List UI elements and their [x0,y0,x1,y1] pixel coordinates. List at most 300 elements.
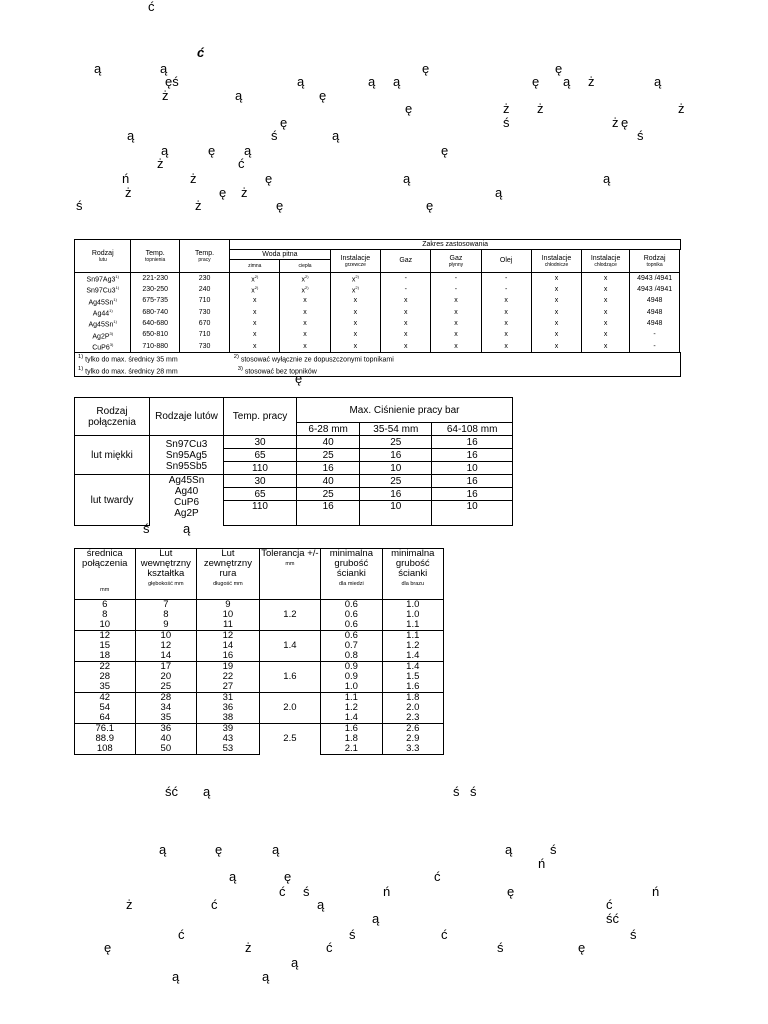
col-header-lut-wewnetrzny: Lut wewnętrzny kształtka głębokość mm [135,549,197,600]
tolerance-cell: 2.0 [259,693,320,724]
footnote-mark: 1) [113,319,117,325]
cell: 16 [432,475,513,488]
diacritic-glyph: ść [606,911,619,926]
dimension-row [75,734,444,744]
cell: 1.4 [382,662,443,673]
diacritic-glyph: ę [319,88,327,103]
diacritic-glyph: ę [265,171,273,186]
cell-text: x [253,319,257,327]
col-header-instalacje-chlodzace: Instalacje chłodzące [582,250,630,273]
cell: 88.9 [75,734,136,744]
cell: 53 [197,744,260,755]
footnote-mark: 2) [304,285,309,291]
col-header-tolerancja: Tolerancja +/- mm [259,549,320,600]
cell [131,330,179,341]
diacritic-glyph: ą [317,897,325,912]
cell [629,307,679,318]
cell [179,318,229,329]
diacritic-glyph: ż [588,74,595,89]
spacer [680,284,681,295]
cell [431,307,481,318]
cell [131,284,179,295]
cell: 14 [135,651,197,662]
cell-text: Ag45Sn [88,298,114,306]
cell: 2.9 [382,734,443,744]
spacer [680,296,681,307]
cell: 20 [135,672,197,682]
cell-text: x [353,308,358,316]
dimension-row [75,672,444,682]
cell [131,273,179,285]
diacritic-glyph: ś [630,927,637,942]
cell: 25 [297,488,360,501]
cell [381,318,431,329]
cell-text: x [253,297,257,305]
cell: 35 [75,682,136,693]
footnote-mark: 1) [109,307,113,313]
cell-text: x [554,319,559,327]
col-header-instalacje-grzewcze: Instalacje grzewcze [330,250,381,273]
col-header-grubosc-braz: minimalna grubość ścianki dla brazu [382,549,443,600]
cell: 0.8 [321,651,382,662]
col-header-rodzaj-polaczenia: Rodzaj połączenia [75,398,150,436]
dimension-row [75,610,444,620]
diacritic-glyph: ą [505,842,513,857]
cell: 14 [197,641,260,651]
cell: 28 [135,693,197,704]
cell: 25 [360,436,432,449]
diacritic-glyph: ś [271,128,278,143]
solder-list-hard [150,475,224,526]
footnote-mark: 1) [115,285,120,291]
col-header-range-3: 64-108 mm [432,423,513,436]
cell-text: x [404,331,408,339]
cell-text: x [301,287,305,295]
diacritic-glyph: ć [279,884,286,899]
diacritic-glyph: ą [235,88,243,103]
diacritic-glyph: ś [76,198,83,213]
cell [179,296,229,307]
footnote-mark: 2) [304,274,309,279]
cell [629,273,679,285]
cell-text: Ag2P [92,332,110,340]
cell [629,318,679,329]
cell: 0.9 [321,672,382,682]
cell-text: 680-740 [142,308,169,316]
solder-row [75,273,681,285]
cell [431,284,481,295]
cell [280,307,330,318]
cell [330,341,381,353]
diacritic-glyph: ę [280,115,288,130]
cell [230,273,280,285]
dimension-row [75,693,444,704]
cell [75,307,131,318]
diacritic-glyph: ń [652,884,660,899]
cell-text: x [251,276,255,284]
diacritic-glyph: ą [368,74,376,89]
cell: 110 [224,501,297,526]
cell-text: 710 [198,297,211,305]
cell [431,318,481,329]
diacritic-glyph: ć [441,927,448,942]
diacritic-glyph: ń [122,171,130,186]
col-header-range-2: 35-54 mm [360,423,432,436]
cell [230,284,280,295]
col-header-gaz: Gaz [381,250,431,273]
diacritic-glyph: ą [403,171,411,186]
cell: 1.0 [382,600,443,611]
cell [629,284,679,295]
diacritic-glyph: ć [606,897,613,912]
cell-text: x [303,308,307,316]
spacer [680,330,681,341]
cell: 1.1 [382,620,443,631]
col-header-lut-zewnetrzny: Lut zewnętrzny rura długość mm [197,549,260,600]
cell [280,273,330,285]
dimension-row [75,744,444,755]
diacritic-glyph: ę [295,371,303,386]
col-header-olej: Olej [481,250,531,273]
solder-row [75,341,681,353]
dimension-row [75,703,444,713]
cell [230,307,280,318]
solder-row [75,330,681,341]
diacritic-glyph: ż [678,101,685,116]
cell: 38 [197,713,260,724]
cell [531,330,582,341]
diacritic-glyph: ą [203,784,211,799]
diacritic-glyph: ą [127,128,135,143]
cell [629,330,679,341]
cell-text: x [253,342,257,350]
col-header-ciepla: ciepła [280,260,330,273]
cell: 8 [135,610,197,620]
spacer [680,273,681,285]
cell: 34 [135,703,197,713]
cell: 25 [360,475,432,488]
cell [230,296,280,307]
diacritic-glyph: ś [550,842,557,857]
cell-text: x [504,331,508,339]
cell-text: x [404,342,408,350]
tolerance-cell: 1.4 [259,631,320,662]
cell-text: - [504,285,508,293]
cell: 16 [432,488,513,501]
cell-text: x [353,331,358,339]
diacritic-glyph: ą [183,521,191,536]
diacritic-glyph: ć [326,940,333,955]
diacritic-glyph: ż [190,171,197,186]
solder-name: Sn97Cu3 [165,438,208,450]
cell-text: x [554,308,559,316]
cell-text: 230 [198,274,211,282]
cell [330,284,381,295]
diacritic-glyph: ę [555,61,563,76]
diacritic-glyph: ę [219,185,227,200]
diacritic-glyph: ę [405,101,413,116]
cell-text: 240 [198,285,211,293]
cell: 2.1 [321,744,382,755]
cell-text: x [603,319,608,327]
col-header-max-cisnienie: Max. Ciśnienie pracy bar [297,398,513,423]
col-header-range-1: 6-28 mm [297,423,360,436]
group-lut-miekki: lut miękki [75,436,150,475]
cell-text: x [554,274,559,282]
diacritic-glyph: ą [654,74,662,89]
diacritic-glyph: ę [208,143,216,158]
cell [280,296,330,307]
cell: 65 [224,449,297,462]
cell-text: Ag44 [92,310,110,318]
cell [481,341,531,353]
diacritic-glyph: ę [441,143,449,158]
diacritic-glyph: ż [241,185,248,200]
cell [531,307,582,318]
solder-name: CuP6 [173,497,199,508]
cell-text: x [504,342,508,350]
dimension-row [75,600,444,611]
cell: 39 [197,724,260,735]
cell: 30 [224,436,297,449]
cell [230,318,280,329]
cell: 10 [75,620,136,631]
cell [582,307,630,318]
cell-text: - [653,331,656,339]
cell-text: x [454,308,458,316]
diacritic-glyph: ą [161,143,169,158]
cell-text: 221-230 [142,274,169,282]
cell: 2.3 [382,713,443,724]
diacritic-glyph: ż [503,101,510,116]
cell-text: x [603,297,608,305]
cell [330,318,381,329]
cell: 16 [432,436,513,449]
cell-text: x [404,308,408,316]
cell-text: x [303,331,307,339]
col-header-srednica: średnica połączenia mm [75,549,136,600]
cell [280,330,330,341]
cell [582,284,630,295]
cell-text: x [253,331,257,339]
cell [531,318,582,329]
cell-text: x [603,274,608,282]
diacritic-glyph: ę [426,198,434,213]
cell-text: x [353,342,358,350]
cell-text: 4943 /4941 [637,285,673,293]
cell-text: 710-880 [142,342,169,350]
spacer [680,341,681,353]
cell: 40 [135,734,197,744]
cell: 31 [197,693,260,704]
diacritic-glyph: ż [162,88,169,103]
max-pressure-table [74,397,513,526]
cell-text: x [351,276,356,284]
diacritic-glyph: ą [172,969,180,984]
diacritic-glyph: ę [104,940,112,955]
cell [481,284,531,295]
cell-text: 4943 /4941 [637,274,673,282]
col-header-rodzaj-topnika: Rodzaj topnika [629,250,679,273]
cell-text: x [351,287,356,295]
cell [431,296,481,307]
diacritic-glyph: ą [393,74,401,89]
cell: 10 [432,462,513,475]
cell-text: x [554,285,559,293]
cell [582,296,630,307]
cell [481,307,531,318]
cell-text: 650-810 [142,331,169,339]
cell-text: Ag45Sn [88,321,114,329]
cell [381,330,431,341]
cell [75,341,131,353]
cell-text: Sn97Cu3 [86,287,116,295]
solder-list-soft [150,436,224,475]
cell-text: 730 [198,308,211,316]
cell [280,284,330,295]
cell: 16 [197,651,260,662]
cell: 16 [297,501,360,526]
cell [179,341,229,353]
solder-row [75,284,681,295]
diacritic-glyph: ń [538,856,546,871]
col-header-zakres: Zakres zastosowania [230,240,681,250]
cell [582,330,630,341]
diacritic-glyph: ś [143,521,150,536]
diacritic-glyph: ć [178,927,185,942]
cell: 0.6 [321,620,382,631]
dimension-row [75,641,444,651]
cell: 110 [224,462,297,475]
solder-name: Ag2P [174,508,199,519]
cell [582,341,630,353]
cell: 1.1 [321,693,382,704]
cell [280,341,330,353]
tolerance-cell: 1.2 [259,600,320,631]
cell [582,318,630,329]
cell: 0.7 [321,641,382,651]
cell-text: - [454,285,458,293]
cell: 25 [297,449,360,462]
diacritic-glyph: ć [148,0,155,14]
cell: 1.6 [321,724,382,735]
cell: 54 [75,703,136,713]
cell [531,273,582,285]
cell [481,273,531,285]
cell [230,330,280,341]
solder-name: Sn95Sb5 [165,460,208,472]
diacritic-glyph: ę [422,61,430,76]
cell [431,341,481,353]
diacritic-glyph: ś [637,128,644,143]
diacritic-glyph: ę [284,869,292,884]
joint-dimensions-table [74,548,444,755]
group-lut-twardy: lut twardy [75,475,150,526]
cell: 1.2 [321,703,382,713]
cell-text: x [353,319,358,327]
cell: 11 [197,620,260,631]
cell-text: x [303,297,307,305]
cell: 27 [197,682,260,693]
cell [75,318,131,329]
cell-text: 670 [198,319,211,327]
cell: 15 [75,641,136,651]
cell [629,341,679,353]
cell-text: 730 [198,342,211,350]
tolerance-cell: 1.6 [259,662,320,693]
cell: 3.3 [382,744,443,755]
footnote-row-1: $^{1)}$ tylko do max. średnicy 35 mm $^{2)}$ stosować wyłącznie ze dopuszczonymi topnikami [75,353,681,365]
cell: 76.1 [75,724,136,735]
cell [531,341,582,353]
footnote-mark: 1) [113,296,117,302]
diacritic-glyph: ś [303,884,310,899]
cell [131,296,179,307]
footnote-mark: 1) [115,274,119,279]
cell-text: - [504,274,508,282]
cell-text: x [603,331,608,339]
cell: 0.6 [321,631,382,642]
dimension-row [75,682,444,693]
cell: 1.0 [382,610,443,620]
cell [582,273,630,285]
diacritic-glyph: ż [195,198,202,213]
cell-text: - [454,274,458,282]
footnote-mark: 2) [254,274,259,279]
cell-text: x [504,319,508,327]
dimension-row [75,631,444,642]
diacritic-glyph: ż [537,101,544,116]
diacritic-glyph: ę [532,74,540,89]
cell: 1.1 [382,631,443,642]
diacritic-glyph: ą [603,171,611,186]
col-header-rodzaj: Rodzaj lutu [75,240,131,273]
cell [431,330,481,341]
diacritic-glyph: ść [165,784,178,799]
cell [131,318,179,329]
cell [330,330,381,341]
cell-text: x [251,287,255,295]
diacritic-glyph: ś [470,784,477,799]
cell: 18 [75,651,136,662]
diacritic-glyph: ą [291,955,299,970]
cell [431,273,481,285]
cell-text: x [504,297,508,305]
cell: 12 [135,641,197,651]
cell-text: - [404,285,407,293]
tolerance-cell: 2.5 [259,724,320,755]
cell [230,341,280,353]
footnote-mark: 2) [355,274,359,279]
cell-text: CuP6 [92,344,110,352]
cell: 36 [135,724,197,735]
col-header-temp-pracy: Temp. pracy [224,398,297,436]
diacritic-glyph: ż [245,940,252,955]
cell-text: x [303,342,307,350]
cell: 40 [297,475,360,488]
cell: 28 [75,672,136,682]
cell: 1.2 [382,641,443,651]
cell: 43 [197,734,260,744]
footnote-mark: 2) [355,285,359,291]
cell-text: 4948 [646,297,663,305]
cell: 1.5 [382,672,443,682]
cell-text: - [404,274,407,282]
diacritic-glyph: ą [332,128,340,143]
spacer [680,318,681,329]
cell [381,307,431,318]
cell [481,318,531,329]
